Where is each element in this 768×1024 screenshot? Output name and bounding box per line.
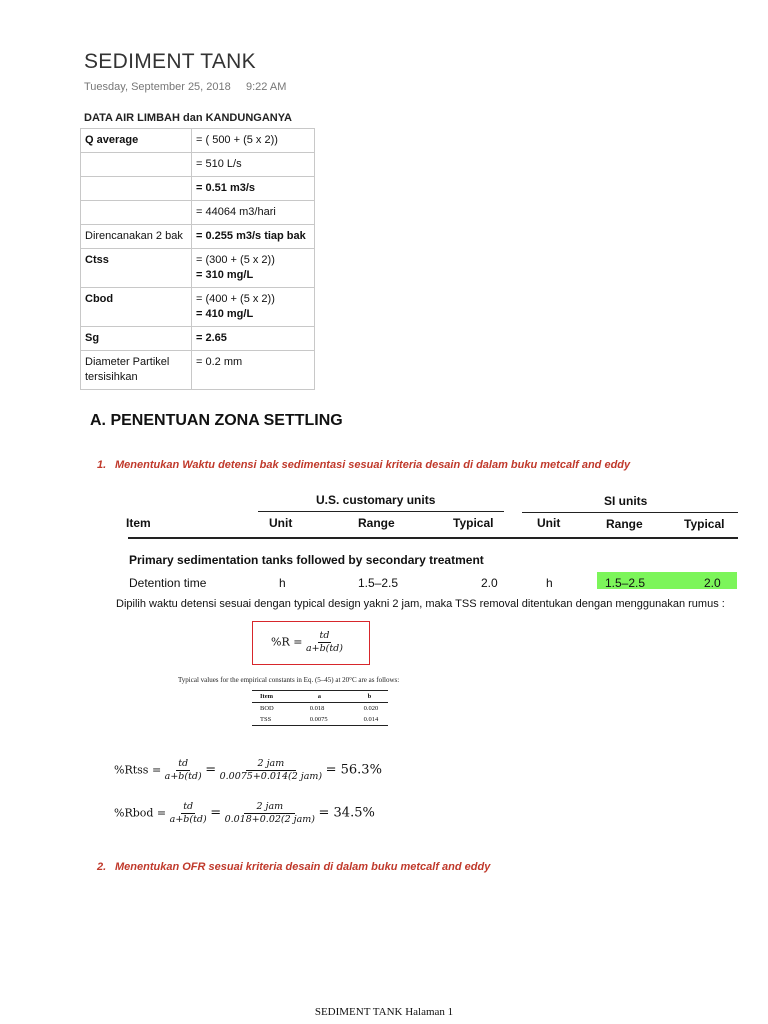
- table-cell: 0.014: [363, 716, 379, 723]
- table-row: [81, 201, 315, 225]
- table-cell-line: = 410 mg/L: [196, 308, 254, 320]
- group-label: Primary sedimentation tanks followed by secondary treatment: [129, 553, 484, 567]
- table-row: [81, 351, 315, 390]
- subsection-number: 1.: [97, 459, 107, 471]
- calc-result: = 34.5%: [318, 805, 375, 821]
- table-header: a: [317, 693, 321, 700]
- fraction-numerator: td: [178, 758, 189, 769]
- table-cell-label: Q average: [81, 129, 192, 153]
- fraction-numerator: td: [183, 801, 194, 812]
- us-units-header: U.S. customary units: [316, 493, 436, 507]
- table-row: [81, 177, 315, 201]
- table-cell-label: Ctss: [81, 249, 192, 288]
- table-cell-value: = 0.2 mm: [192, 351, 315, 390]
- table-cell-value: = 0.51 m3/s: [192, 177, 315, 201]
- us-typical-value: 2.0: [481, 576, 498, 590]
- page-date: Tuesday, September 25, 2018: [84, 81, 231, 93]
- us-unit-value: h: [279, 576, 286, 590]
- calc-fraction: [165, 758, 202, 783]
- subsection-text: Menentukan Waktu detensi bak sedimentasi sesuai kriteria desain di dalam buku metcalf and eddy: [115, 459, 631, 471]
- equals-sign: =: [210, 805, 222, 821]
- fraction-denominator: a+b(td): [164, 771, 202, 782]
- calc-result: = 56.3%: [325, 762, 382, 778]
- data-title: DATA AIR LIMBAH dan KANDUNGANYA: [84, 112, 292, 124]
- calc-tss: [114, 758, 382, 783]
- table-cell-label: Direncanakan 2 bak: [81, 225, 192, 249]
- subsection-1: [97, 459, 630, 471]
- table-row: [81, 225, 315, 249]
- table-cell-value: = ( 500 + (5 x 2)): [192, 129, 315, 153]
- fraction-numerator: td: [319, 630, 330, 641]
- calc-fraction: [225, 801, 315, 826]
- table-cell-label: [81, 153, 192, 177]
- equals-sign: =: [205, 762, 217, 778]
- table-cell-label: [81, 177, 192, 201]
- col-range-us: Range: [358, 516, 395, 530]
- col-item: Item: [126, 516, 151, 530]
- subsection-text: Menentukan OFR sesuai kriteria desain di dalam buku metcalf and eddy: [115, 861, 491, 873]
- si-unit-value: h: [546, 576, 553, 590]
- note-text: Dipilih waktu detensi sesuai dengan typical design yakni 2 jam, maka TSS removal ditentukan dengan menggunakan rumus :: [116, 598, 725, 610]
- empirical-caption: Typical values for the empirical constants in Eq. (5–45) at 20°C are as follows:: [178, 676, 400, 684]
- si-range-value: 1.5–2.5: [605, 576, 646, 590]
- fraction-denominator: 0.018+0.02(2 jam): [224, 814, 315, 825]
- col-range-si: Range: [606, 517, 643, 531]
- fraction-numerator: 2 jam: [246, 758, 297, 771]
- page-time: 9:22 AM: [246, 81, 287, 93]
- fraction-denominator: a+b(td): [305, 643, 343, 654]
- calc-fraction: [220, 758, 323, 783]
- si-typical-value: 2.0: [704, 576, 721, 590]
- fraction-numerator: 2 jam: [244, 801, 295, 814]
- table-cell-label: Sg: [81, 327, 192, 351]
- table-cell-line: = (300 + (5 x 2)): [196, 254, 275, 266]
- formula: [271, 630, 343, 655]
- us-header-rule: [258, 511, 504, 512]
- calc-lhs: %Rtss =: [114, 763, 162, 777]
- subsection-number: 2.: [97, 861, 107, 873]
- table-cell: 0.020: [363, 705, 379, 712]
- empirical-table: [252, 690, 388, 726]
- formula-lhs: %R =: [271, 635, 303, 649]
- col-typical-si: Typical: [684, 517, 725, 531]
- us-range-value: 1.5–2.5: [358, 576, 399, 590]
- table-cell-value: = 510 L/s: [192, 153, 315, 177]
- table-rule: [128, 537, 738, 539]
- table-header: b: [367, 693, 372, 700]
- calc-bod: [114, 801, 375, 826]
- calc-lhs: %Rbod =: [114, 806, 167, 820]
- fraction-denominator: a+b(td): [169, 814, 207, 825]
- si-header-rule: [522, 512, 738, 513]
- table-cell-value: = 0.255 m3/s tiap bak: [192, 225, 315, 249]
- formula-fraction: [306, 630, 343, 655]
- section-heading: A. PENENTUAN ZONA SETTLING: [90, 412, 343, 429]
- table-cell-line: = (400 + (5 x 2)): [196, 293, 275, 305]
- table-cell-line: = 310 mg/L: [196, 269, 254, 281]
- page-title: SEDIMENT TANK: [84, 50, 256, 73]
- table-cell: 0.0075: [309, 716, 328, 723]
- col-unit-us: Unit: [269, 516, 293, 530]
- table-cell-label: Cbod: [81, 288, 192, 327]
- col-unit-si: Unit: [537, 516, 561, 530]
- table-row: [252, 714, 388, 726]
- table-row: [81, 129, 315, 153]
- table-cell: TSS: [260, 716, 272, 723]
- table-cell-value: = 44064 m3/hari: [192, 201, 315, 225]
- table-row: [81, 153, 315, 177]
- si-units-header: SI units: [604, 494, 648, 508]
- calc-fraction: [170, 801, 207, 826]
- table-cell-value: [192, 288, 315, 327]
- page-footer: SEDIMENT TANK Halaman 1: [314, 1006, 454, 1018]
- table-row: [81, 288, 315, 327]
- table-row: [81, 249, 315, 288]
- table-cell-label: [81, 201, 192, 225]
- table-cell-value: [192, 249, 315, 288]
- fraction-denominator: 0.0075+0.014(2 jam): [219, 771, 323, 782]
- col-typical-us: Typical: [453, 516, 494, 530]
- table-row: [252, 703, 388, 715]
- subsection-2: [97, 861, 490, 873]
- table-cell-label: Diameter Partikel tersisihkan: [81, 351, 192, 390]
- table-row: [252, 691, 388, 703]
- table-cell-value: = 2.65: [192, 327, 315, 351]
- table-header: Item: [260, 693, 273, 700]
- row-detention-time: Detention time: [129, 576, 207, 590]
- table-cell: BOD: [260, 705, 274, 712]
- wastewater-data-table: [80, 128, 315, 390]
- table-cell: 0.018: [309, 705, 325, 712]
- table-row: [81, 327, 315, 351]
